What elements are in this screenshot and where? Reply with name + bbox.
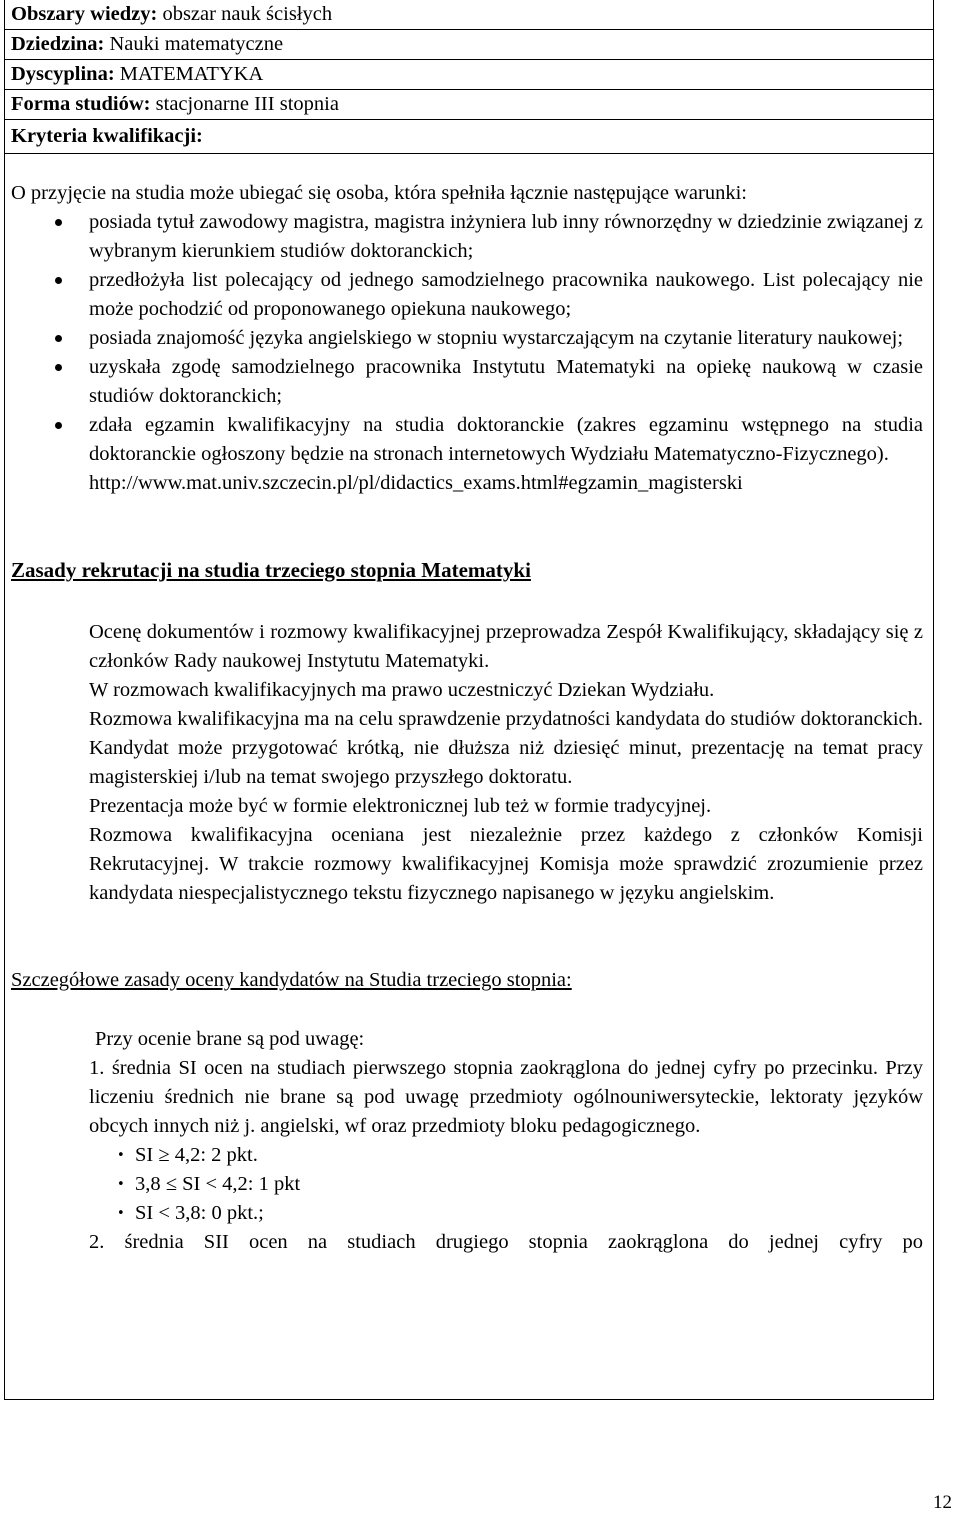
dyscyplina-label: Dyscyplina: — [11, 63, 115, 85]
zasady-paragraph-4: Prezentacja może być w formie elektronicznej lub też w formie tradycyjnej. — [89, 795, 712, 817]
header-dyscyplina — [5, 60, 933, 90]
bullet-icon — [55, 364, 62, 371]
criteria-item: uzyskała zgodę samodzielnego pracownika Instytutu Matematyki na opiekę naukową w czasie studiów doktoranckich; — [11, 353, 923, 411]
szczegolowe-item-1: 1. średnia SI ocen na studiach pierwszego stopnia zaokrąglona do jednej cyfry po przecinku. Przy liczeniu średnich nie brane są pod uwagę przedmioty ogólnouniwersyteckie, lektoraty języków obcych innych niż j. angielski, wf oraz przedmioty bloku pedagogicznego. — [89, 1057, 923, 1137]
bullet-icon: • — [117, 1206, 125, 1221]
criteria-item: posiada znajomość języka angielskiego w stopniu wystarczającym na czytanie literatury naukowej; — [11, 324, 923, 353]
szczegolowe-item-2: 2. średnia SII ocen na studiach drugiego stopnia zaokrąglona do jednej cyfry po — [89, 1231, 923, 1253]
header-dziedzina — [5, 30, 933, 60]
zasady-paragraph-2: W rozmowach kwalifikacyjnych ma prawo uczestniczyć Dziekan Wydziału. — [89, 679, 715, 701]
szczegolowe-title: Szczegółowe zasady oceny kandydatów na Studia trzeciego stopnia: — [11, 969, 572, 991]
points-item: • 3,8 ≤ SI < 4,2: 1 pkt — [11, 1170, 923, 1199]
criteria-item: posiada tytuł zawodowy magistra, magistra inżyniera lub inny równorzędny w dziedzinie związanej z wybranym kierunkiem studiów doktoranckich; — [11, 208, 923, 266]
document-frame — [4, 0, 934, 1400]
exam-link[interactable]: http://www.mat.univ.szczecin.pl/pl/didactics_exams.html#egzamin_magisterski — [89, 472, 743, 494]
dyscyplina-value: MATEMATYKA — [119, 63, 264, 85]
zasady-title: Zasady rekrutacji na studia trzeciego stopnia Matematyki — [11, 558, 531, 582]
obszary-value: obszar nauk ścisłych — [162, 3, 333, 25]
criteria-item: zdała egzamin kwalifikacyjny na studia doktoranckie (zakres egzaminu wstępnego na studia doktoranckie ogłoszony będzie na stronach internetowych Wydziału Matematyczno-Fizycznego). — [11, 411, 923, 469]
dziedzina-label: Dziedzina: — [11, 33, 105, 55]
dziedzina-value: Nauki matematyczne — [109, 33, 284, 55]
bullet-icon: • — [117, 1177, 125, 1192]
criteria-item: przedłożyła list polecający od jednego samodzielnego pracownika naukowego. List polecający nie może pochodzić od proponowanego opiekuna naukowego; — [11, 266, 923, 324]
bullet-icon — [55, 335, 62, 342]
bullet-icon: • — [117, 1148, 125, 1163]
szczegolowe-note: Przy ocenie brane są pod uwagę: — [95, 1028, 365, 1050]
bullet-icon — [55, 219, 62, 226]
page-number: 12 — [933, 1492, 952, 1513]
zasady-body — [11, 618, 923, 908]
points-item: • SI ≥ 4,2: 2 pkt. — [11, 1141, 923, 1170]
header-obszary — [5, 0, 933, 30]
points-list — [11, 1141, 923, 1228]
criteria-list — [11, 208, 923, 469]
header-kryteria — [5, 120, 933, 154]
bullet-icon — [55, 277, 62, 284]
bullet-icon — [55, 422, 62, 429]
obszary-label: Obszary wiedzy: — [11, 3, 158, 25]
kryteria-label: Kryteria kwalifikacji: — [11, 125, 203, 147]
zasady-paragraph-1: Ocenę dokumentów i rozmowy kwalifikacyjnej przeprowadza Zespół Kwalifikujący, składający się z członków Rady naukowej Instytutu Matematyki. — [89, 621, 923, 672]
zasady-paragraph-5: Rozmowa kwalifikacyjna oceniana jest niezależnie przez każdego z członków Komisji Rekrutacyjnej. W trakcie rozmowy kwalifikacyjnej Komisja może sprawdzić zrozumienie przez kandydata niespecjalistycznego tekstu fizycznego napisanego w języku angielskim. — [89, 824, 923, 904]
forma-label: Forma studiów: — [11, 93, 151, 115]
criteria-intro: O przyjęcie na studia może ubiegać się osoba, która spełniła łącznie następujące warunki: — [11, 182, 747, 204]
forma-value: stacjonarne III stopnia — [155, 93, 339, 115]
main-content — [5, 179, 933, 1257]
header-forma — [5, 90, 933, 120]
zasady-paragraph-3: Rozmowa kwalifikacyjna ma na celu sprawdzenie przydatności kandydata do studiów doktoranckich. Kandydat może przygotować krótką, nie dłuższa niż dziesięć minut, prezentację na temat pracy magisterskiej i/lub na temat swojego przyszłego doktoratu. — [89, 708, 923, 788]
points-item: • SI < 3,8: 0 pkt.; — [11, 1199, 923, 1228]
